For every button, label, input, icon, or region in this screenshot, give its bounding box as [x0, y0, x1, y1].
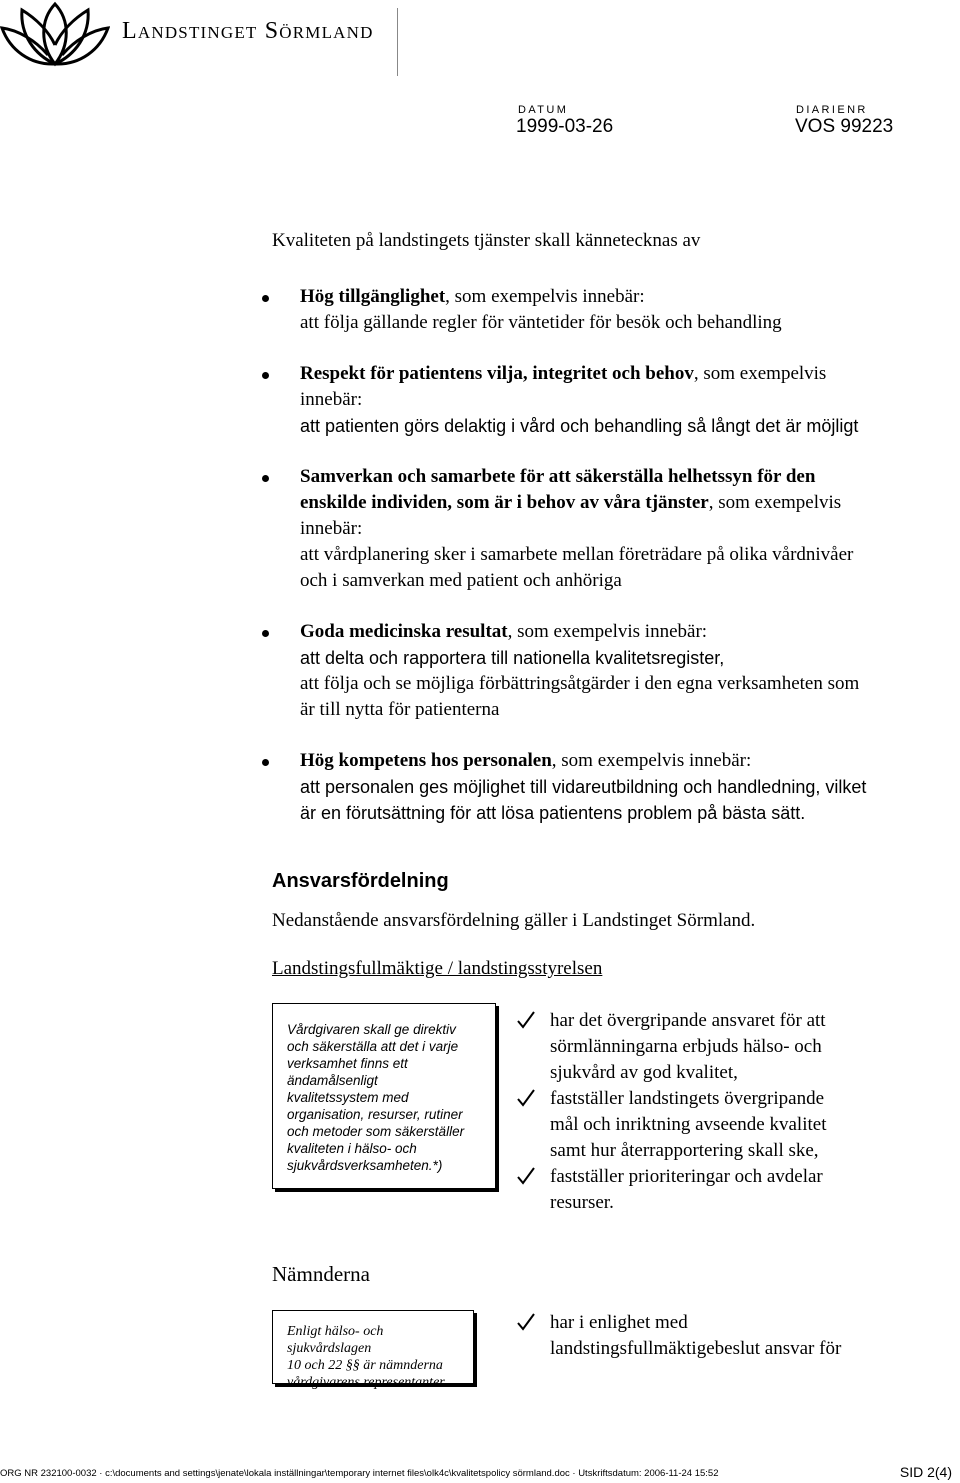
list-item: [512, 1008, 942, 1086]
bullet-lead: , som exempelvis innebär:: [445, 286, 645, 307]
box-line: verksamhet finns ett: [287, 1056, 408, 1071]
box-line: och metoder som säkerställer: [287, 1124, 465, 1139]
intro-text: Kvaliteten på landstingets tjänster skall kännetecknas av: [272, 230, 701, 251]
bullet-title: Samverkan och samarbete för att säkerställa helhetssyn för den: [300, 466, 816, 487]
bullet-icon: [262, 759, 269, 766]
list-item: [262, 619, 960, 723]
reference-value: VOS 99223: [795, 116, 894, 137]
check-line: sörmlänningarna erbjuds hälso- och: [550, 1036, 822, 1057]
list-item: [512, 1164, 942, 1216]
box-line: organisation, resurser, rutiner: [287, 1107, 463, 1122]
box-line: Vårdgivaren skall ge direktiv: [287, 1022, 456, 1037]
date-value: 1999-03-26: [516, 116, 614, 137]
list-item: [262, 748, 960, 826]
box-line: Enligt hälso- och sjukvårdslagen: [287, 1324, 384, 1356]
bullet-detail: att följa gällande regler för väntetider för besök och behandling: [300, 312, 782, 333]
ansvar-heading: Ansvarsfördelning: [272, 870, 449, 892]
check-line: fastställer prioriteringar och avdelar: [550, 1166, 823, 1187]
fullmaktige-heading: Landstingsfullmäktige / landstingsstyrelsen: [272, 958, 603, 979]
bullet-title: enskilde individen, som är i behov av våra tjänster: [300, 492, 709, 513]
namnderna-check-list: [512, 1310, 942, 1362]
reference-label: DIARIENR: [796, 104, 868, 116]
box-line: 10 och 22 §§ är nämnderna: [287, 1358, 443, 1373]
bullet-title: Goda medicinska resultat: [300, 621, 508, 642]
box-line: ändamålsenligt: [287, 1073, 378, 1088]
landsting-logo-icon: [0, 0, 110, 70]
bullet-detail: är till nytta för patienterna: [300, 699, 500, 720]
logo-wordmark: Landstinget Sörmland: [122, 18, 374, 44]
check-line: mål och inriktning avseende kvalitet: [550, 1114, 827, 1135]
list-item: [512, 1310, 942, 1362]
checkmark-icon: [516, 1088, 536, 1108]
list-item: [262, 361, 960, 439]
namnderna-note-box: [272, 1310, 474, 1390]
bullet-detail: och i samverkan med patient och anhöriga: [300, 570, 622, 591]
bullet-lead: , som exempelvis innebär:: [507, 621, 708, 642]
bullet-lead: , som exempelvis: [693, 363, 827, 384]
bullet-detail: att patienten görs delaktig i vård och behandling så långt det är möjligt: [300, 416, 859, 436]
bullet-icon: [262, 630, 269, 637]
checkmark-icon: [516, 1312, 536, 1332]
check-line: har det övergripande ansvaret för att: [550, 1010, 826, 1031]
fullmaktige-check-list: [512, 1008, 942, 1216]
checkmark-icon: [516, 1010, 536, 1030]
quality-bullet-list: [262, 284, 960, 851]
check-line: fastställer landstingets övergripande: [550, 1088, 825, 1109]
list-item: [512, 1086, 942, 1164]
check-line: landstingsfullmäktigebeslut ansvar för: [550, 1338, 842, 1359]
bullet-detail: att följa och se möjliga förbättringsåtgärder i den egna verksamheten som: [300, 673, 860, 694]
bullet-lead: , som exempelvis: [708, 492, 842, 513]
list-item: [262, 464, 960, 594]
bullet-title: Hög kompetens hos personalen: [300, 750, 552, 771]
bullet-lead: innebär:: [300, 518, 363, 539]
bullet-title: Hög tillgänglighet: [300, 286, 446, 307]
list-item: [262, 284, 960, 336]
check-line: sjukvård av god kvalitet,: [550, 1062, 738, 1083]
bullet-detail: att vårdplanering sker i samarbete mellan företrädare på olika vårdnivåer: [300, 544, 854, 565]
date-label: DATUM: [518, 104, 569, 116]
bullet-detail: att delta och rapportera till nationella kvalitetsregister,: [300, 648, 725, 668]
ansvar-text: Nedanstående ansvarsfördelning gäller i Landstinget Sörmland.: [272, 910, 756, 931]
box-line: och säkerställa att det i varje: [287, 1039, 459, 1054]
header-divider: [397, 8, 398, 76]
namnderna-heading: Nämnderna: [272, 1262, 370, 1286]
box-line: kvaliteten i hälso- och: [287, 1141, 417, 1156]
bullet-lead: innebär:: [300, 389, 363, 410]
bullet-icon: [262, 295, 269, 302]
box-line: vårdgivarens representanter.: [287, 1375, 447, 1390]
check-line: samt hur återrapportering skall ske,: [550, 1140, 819, 1161]
box-line: sjukvårdsverksamheten.*): [287, 1158, 443, 1173]
checkmark-icon: [516, 1166, 536, 1186]
box-line: kvalitetssystem med: [287, 1090, 409, 1105]
footer-text: ORG NR 232100-0032 · c:\documents and settings\jenate\lokala inställningar\temporary internet files\olk4c\kvalitetspolicy sörmland.doc · Utskriftsdatum: 2006-11-24 15:52: [0, 1468, 719, 1479]
bullet-icon: [262, 475, 269, 482]
bullet-title: Respekt för patientens vilja, integritet och behov: [300, 363, 694, 384]
fullmaktige-note-box: [272, 1003, 496, 1189]
check-line: resurser.: [550, 1192, 614, 1213]
page-number: SID 2(4): [899, 1464, 952, 1480]
bullet-lead: , som exempelvis innebär:: [551, 750, 752, 771]
bullet-icon: [262, 372, 269, 379]
check-line: har i enlighet med: [550, 1312, 688, 1333]
bullet-detail: är en förutsättning för att lösa patientens problem på bästa sätt.: [300, 803, 806, 823]
bullet-detail: att personalen ges möjlighet till vidareutbildning och handledning, vilket: [300, 777, 867, 797]
